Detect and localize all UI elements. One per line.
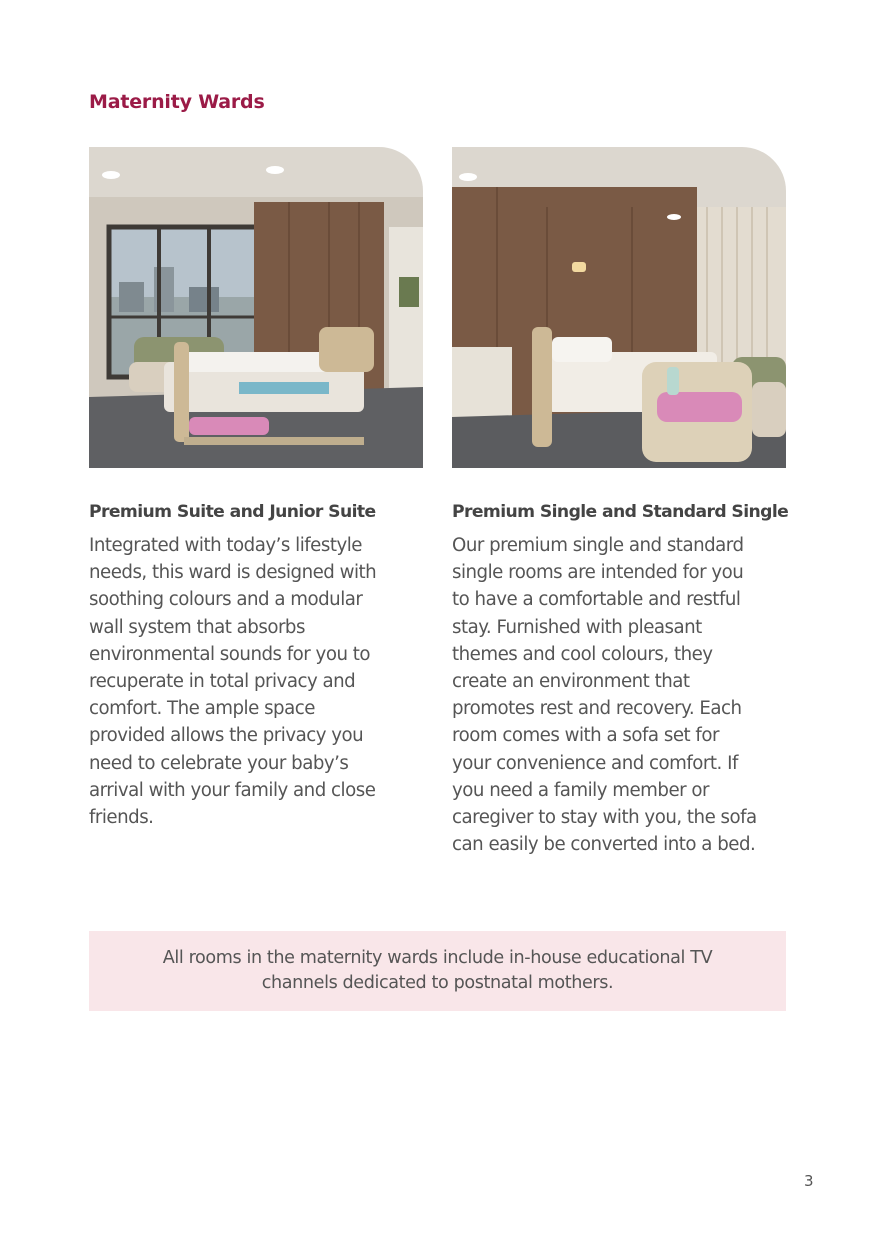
section-title: Maternity Wards: [89, 91, 265, 113]
ward-description-line: soothing colours and a modular: [89, 589, 363, 611]
ward-description-line: comfort. The ample space: [89, 698, 315, 720]
page-number: 3: [804, 1172, 814, 1190]
ward-heading: Premium Suite and Junior Suite: [89, 502, 376, 522]
ward-description-line: wall system that absorbs: [89, 616, 305, 638]
ward-premium-single: [452, 500, 792, 858]
premium-single-room-photo: [452, 147, 786, 468]
ward-description-line: environmental sounds for you to: [89, 643, 371, 665]
ward-description-line: can easily be converted into a bed.: [452, 834, 756, 856]
ward-description-line: need to celebrate your baby’s: [89, 752, 349, 774]
ward-description-line: recuperate in total privacy and: [89, 671, 356, 693]
ward-description-line: to have a comfortable and restful: [452, 589, 741, 611]
ward-description-line: themes and cool colours, they: [452, 643, 713, 665]
ward-description-line: promotes rest and recovery. Each: [452, 698, 742, 720]
ward-description-line: friends.: [89, 807, 154, 829]
ward-description-line: provided allows the privacy you: [89, 725, 364, 747]
ward-description-line: Integrated with today’s lifestyle: [89, 535, 362, 556]
ward-description-line: needs, this ward is designed with: [89, 562, 377, 584]
ward-description-line: create an environment that: [452, 671, 690, 693]
note-line: channels dedicated to postnatal mothers.: [261, 973, 614, 993]
note-line: All rooms in the maternity wards include in-house educational TV: [162, 948, 713, 968]
ward-description-line: Our premium single and standard: [452, 535, 744, 556]
ward-description-line: arrival with your family and close: [89, 779, 376, 801]
ward-premium-suite: [89, 500, 429, 831]
tv-channels-note: [89, 931, 786, 1011]
premium-suite-room-photo: [89, 147, 423, 468]
ward-description: [89, 532, 429, 831]
ward-description-line: your convenience and comfort. If: [452, 752, 738, 774]
ward-description-line: you need a family member or: [452, 779, 709, 801]
ward-description-line: caregiver to stay with you, the sofa: [452, 807, 757, 829]
ward-description-line: single rooms are intended for you: [452, 562, 744, 584]
ward-description-line: room comes with a sofa set for: [452, 725, 719, 747]
ward-heading: Premium Single and Standard Single: [452, 502, 789, 522]
ward-description: [452, 532, 792, 858]
ward-description-line: stay. Furnished with pleasant: [452, 616, 702, 638]
